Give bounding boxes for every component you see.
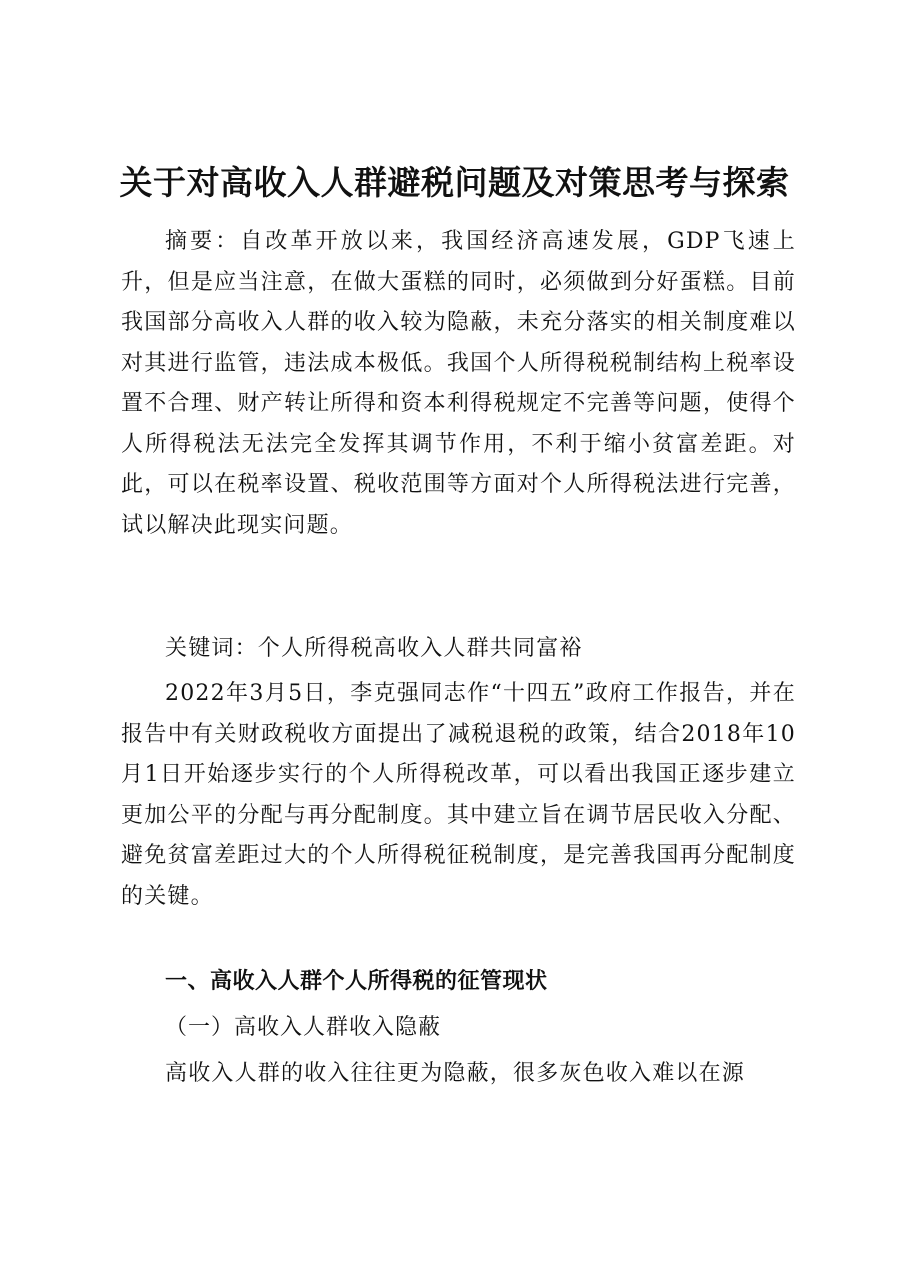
abstract-paragraph: 摘要：自改革开放以来，我国经济高速发展，GDP飞速上升，但是应当注意，在做大蛋糕的同时，必须做到分好蛋糕。目前我国部分高收入人群的收入较为隐蔽，未充分落实的相关制度难以对其进行监管，违法成本极低。我国个人所得税税制结构上税率设置不合理、财产转让所得和资本利得税规定不完善等问题，使得个人所得税法无法完全发挥其调节作用，不利于缩小贫富差距。对此，可以在税率设置、税收范围等方面对个人所得税法进行完善，试以解决此现实问题。: [121, 229, 796, 538]
section-heading: 一、高收入人群个人所得税的征管现状: [165, 969, 548, 994]
subsection-heading: （一）高收入人群收入隐蔽: [165, 1015, 442, 1040]
document-title: 关于对高收入人群避税问题及对策思考与探索: [119, 163, 790, 202]
intro-paragraph: 2022年3月5日，李克强同志作“十四五”政府工作报告，并在报告中有关财政税收方面提出了减税退税的政策，结合2018年10月1日开始逐步实行的个人所得税改革，可以看出我国正逐步建立更加公平的分配与再分配制度。其中建立旨在调节居民收入分配、避免贫富差距过大的个人所得税征税制度，是完善我国再分配制度的关键。: [121, 681, 796, 909]
keywords-paragraph: 关键词：个人所得税高收入人群共同富裕: [165, 636, 583, 661]
body-paragraph: 高收入人群的收入往往更为隐蔽，很多灰色收入难以在源: [165, 1061, 746, 1086]
